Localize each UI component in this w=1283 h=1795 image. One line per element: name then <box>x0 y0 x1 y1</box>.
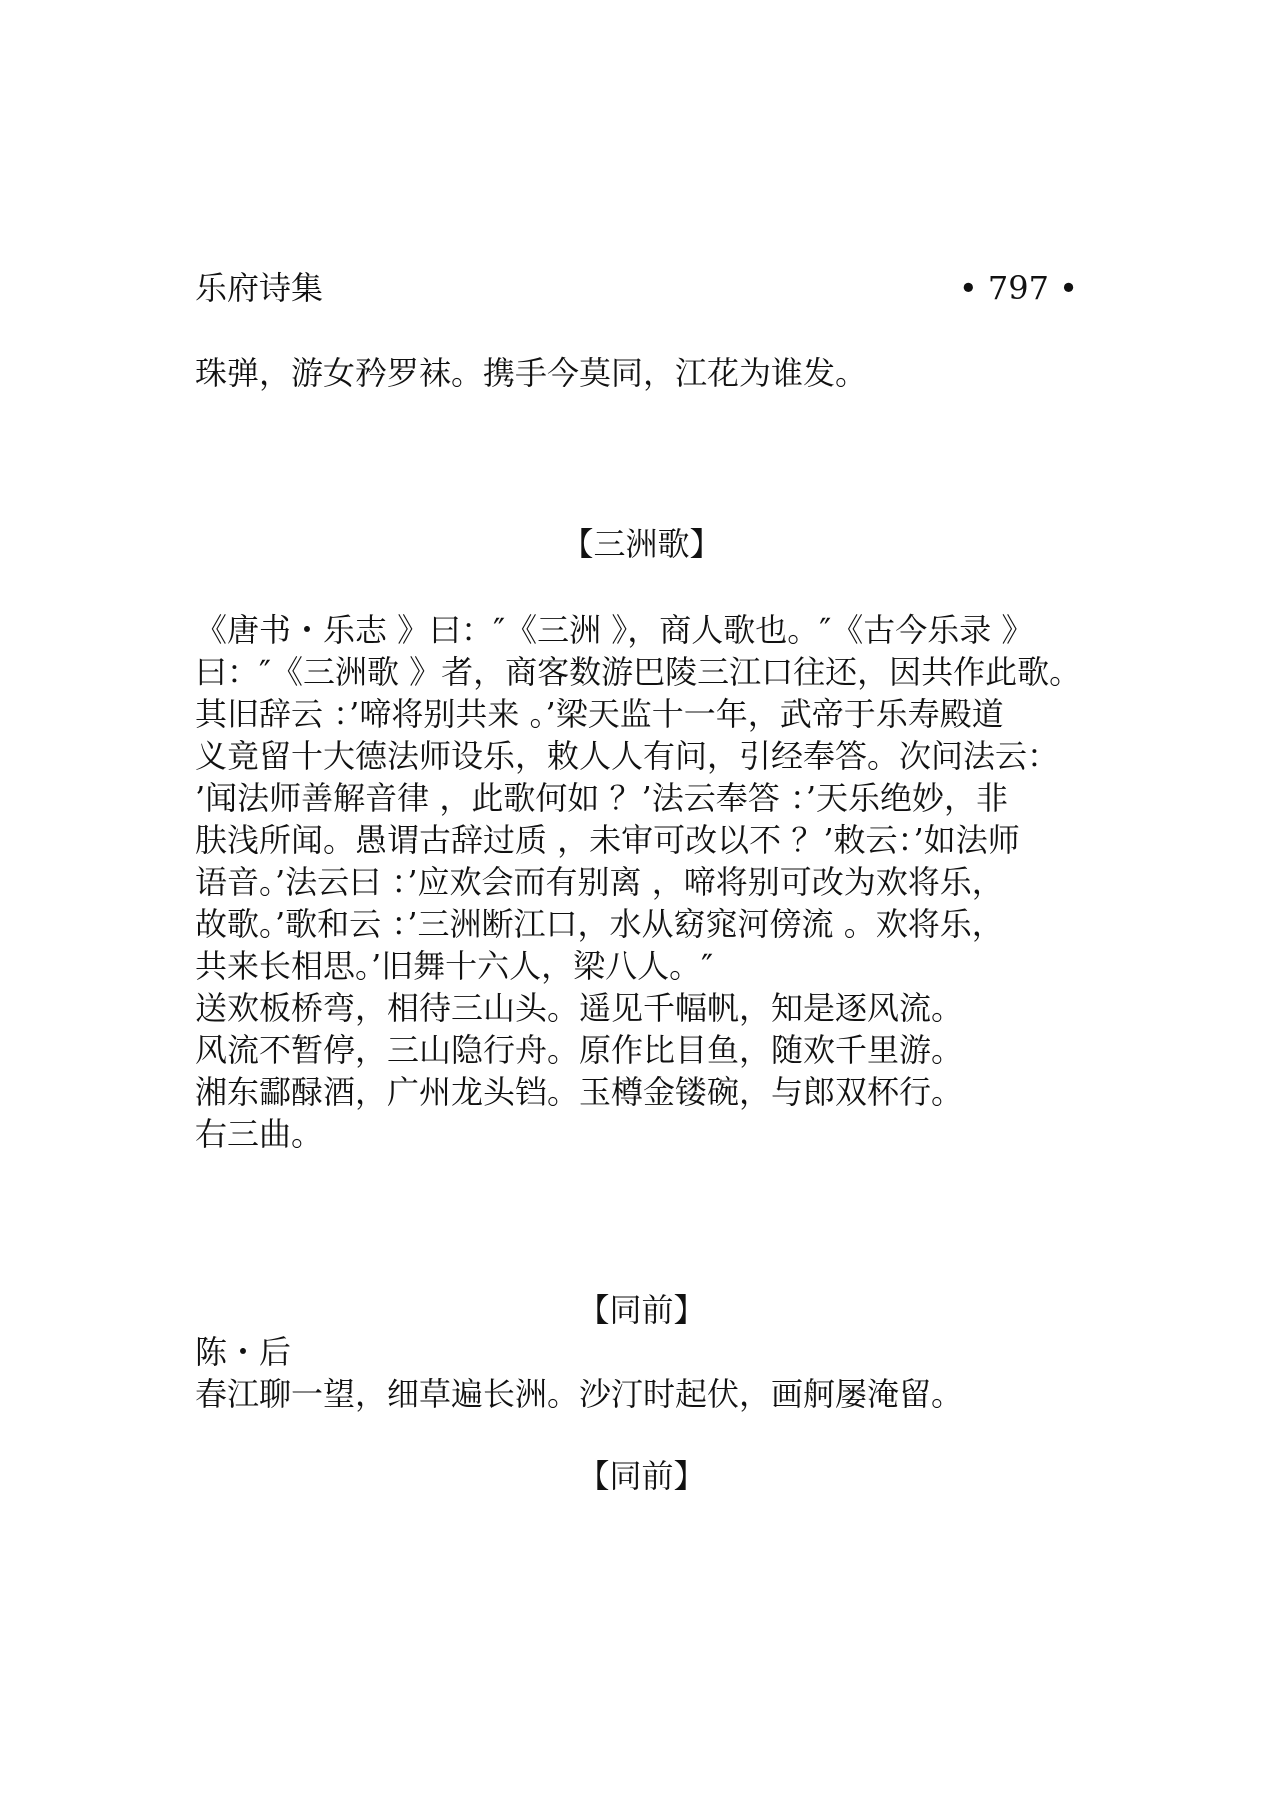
text-line: 其旧辞云 ：’啼将别共来 。’梁天监十一年，武帝于乐寿殿道 <box>195 695 1004 733</box>
section-heading-sanzhouge: 【三洲歌】 <box>561 525 722 563</box>
text-line: 共来长相思。’旧舞十六人，梁八人。″ <box>195 947 714 985</box>
text-line: 肤浅所闻。愚谓古辞过质 ，未审可改以不 ？’敕云：’如法师 <box>195 821 1020 859</box>
text-line: 《唐书・乐志 》曰：″《三洲 》，商人歌也。″《古今乐录 》 <box>195 611 1034 649</box>
running-header-title: 乐府诗集 <box>195 269 324 307</box>
author-line: 陈・后 <box>195 1333 292 1371</box>
verse-line: 送欢板桥弯，相待三山头。遥见千幅帆，知是逐风流。 <box>195 989 964 1027</box>
section-heading-tongqian-2: 【同前】 <box>577 1457 706 1495</box>
verse-line: 风流不暂停，三山隐行舟。原作比目鱼，随欢千里游。 <box>195 1031 964 1069</box>
text-line: 故歌。’歌和云 ：’三洲断江口，水从窈窕河傍流 。欢将乐， <box>195 905 1004 943</box>
verse-line: 湘东酃醁酒，广州龙头铛。玉樽金镂碗，与郎双杯行。 <box>195 1073 964 1111</box>
text-line: 义竟留十大德法师设乐，敕人人有问，引经奉答。次问法云： <box>195 737 1060 775</box>
verse-line: 春江聊一望，细草遍长洲。沙汀时起伏，画舸屡淹留。 <box>195 1375 964 1413</box>
text-line: ’闻法师善解音律 ，此歌何如 ？’法云奉答 ：’天乐绝妙，非 <box>195 779 1009 817</box>
section-heading-tongqian: 【同前】 <box>577 1291 706 1329</box>
page-number: • 797 • <box>958 269 1078 307</box>
text-line: 曰：″《三洲歌 》者，商客数游巴陵三江口往还，因共作此歌。 <box>195 653 1082 691</box>
verse-note: 右三曲。 <box>195 1115 324 1153</box>
text-line: 语音。’法云曰 ：’应欢会而有别离 ，啼将别可改为欢将乐， <box>195 863 1004 901</box>
continued-verse-line: 珠弹，游女矜罗袜。携手今莫同，江花为谁发。 <box>195 354 868 392</box>
